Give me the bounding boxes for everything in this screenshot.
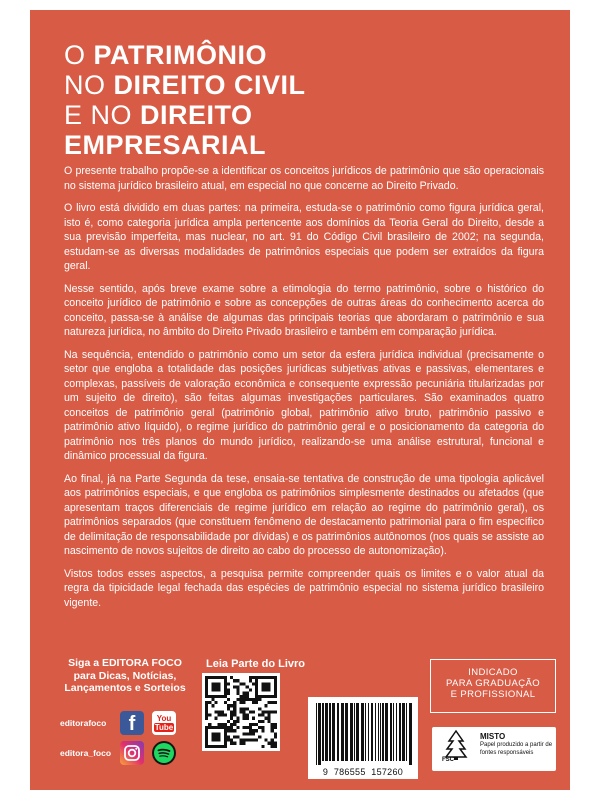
synopsis-paragraph: Ao final, já na Parte Segunda da tese, ensaia-se tentativa de construção de uma tipologia aplicável aos patrimônios especiais, e que engloba os patrimônios simplesmente destinados ou afetados (que apresentam traços diferenciais de regime jurídico em relação ao regime do patrimônio geral), os patrimônios separados (que constituem fenômeno de destacamento patrimonial para o fim específico de delimitação de responsabilidade por dívidas) e os patrimônios autônomos (nos quais se assiste ao nascimento de novos sujeitos de direito ao cabo do processo de autonomização). xyxy=(64,472,544,557)
synopsis-paragraph: Na sequência, entendido o patrimônio como um setor da esfera jurídica individual (precisamente o setor que engloba a totalidade das posições jurídicas subjetivas ativas e passivas, elementares e complexas, passíveis de valoração econômica e consequente expressão pecuniária titularizadas por um sujeito de direito), são feitas algumas investigações particulares. São examinados quatro conceitos de patrimônio geral (patrimônio global, patrimônio ativo bruto, patrimônio passivo e patrimônio ativo líquido), o regime jurídico do patrimônio geral e o posicionamento da categoria do patrimônio nos três planos do mundo jurídico, realizando-se uma análise estrutural, funcional e dinâmico processual da figura. xyxy=(64,348,544,462)
qr-code[interactable] xyxy=(202,673,280,751)
social-block xyxy=(60,657,190,758)
synopsis-paragraph: Vistos todos esses aspectos, a pesquisa permite compreender quais os limites e o valor atual da regra da tipicidade legal fechada das espécies de patrimônio especial no sistema jurídico brasileiro vigente. xyxy=(64,567,544,609)
synopsis xyxy=(64,164,544,618)
fsc-certification: FSC MISTO Papel produzido a partir de fontes responsáveis xyxy=(432,727,556,771)
social-row-2 xyxy=(60,739,200,767)
facebook-icon[interactable]: f xyxy=(120,711,144,735)
back-cover xyxy=(30,10,570,790)
qr-label: Leia Parte do Livro xyxy=(206,658,306,670)
social-heading: Siga a EDITORA FOCO para Dicas, Notícias, Lançamentos e Sorteios xyxy=(64,657,186,694)
synopsis-paragraph: O livro está dividido em duas partes: na primeira, estuda-se o patrimônio como figura jurídica geral, isto é, como categoria jurídica ampla pertencente aos domínios da Teoria Geral do Direito, desde a sua previsão imperfeita, mas nuclear, no art. 91 do Código Civil brasileiro de 2002; na segunda, estudam-se as diversas modalidades de patrimônios especiais que podem ser extraídos da figura geral. xyxy=(64,202,544,272)
title-line-4: EMPRESARIAL xyxy=(64,130,267,160)
synopsis-paragraph: Nesse sentido, após breve exame sobre a etimologia do termo patrimônio, sobre o histórico do conceito jurídico de patrimônio e sobre as concepções de outras áreas do conhecimento acerca do conceito, passa-se à análise de algumas das principais teorias que abordaram o patrimônio e sua natureza jurídica, no âmbito do Direito Privado brasileiro e também em comparação jurídica. xyxy=(64,282,544,338)
social-row-1 xyxy=(60,709,200,737)
title-line-1: O PATRIMÔNIO xyxy=(64,40,268,70)
title-line-2: NO DIREITO CIVIL xyxy=(64,70,306,100)
spotify-icon[interactable] xyxy=(152,741,176,765)
recommendation-box: INDICADO PARA GRADUAÇÃO E PROFISSIONAL xyxy=(430,659,556,713)
handle-editorafoco: editorafoco xyxy=(60,718,107,728)
barcode xyxy=(308,697,418,779)
book-title xyxy=(64,40,306,160)
isbn-number: 9 786555 157260 xyxy=(322,767,404,777)
handle-editora-foco: editora_foco xyxy=(60,748,112,758)
synopsis-paragraph: O presente trabalho propõe-se a identificar os conceitos jurídicos de patrimônio que são operacionais no sistema jurídico brasileiro atual, em especial no que concerne ao Direito Privado. xyxy=(64,165,544,192)
instagram-icon[interactable] xyxy=(120,741,144,765)
fsc-tree-icon xyxy=(434,727,478,771)
title-line-3: E NO DIREITO xyxy=(64,100,253,130)
youtube-icon[interactable]: You Tube xyxy=(152,711,176,735)
